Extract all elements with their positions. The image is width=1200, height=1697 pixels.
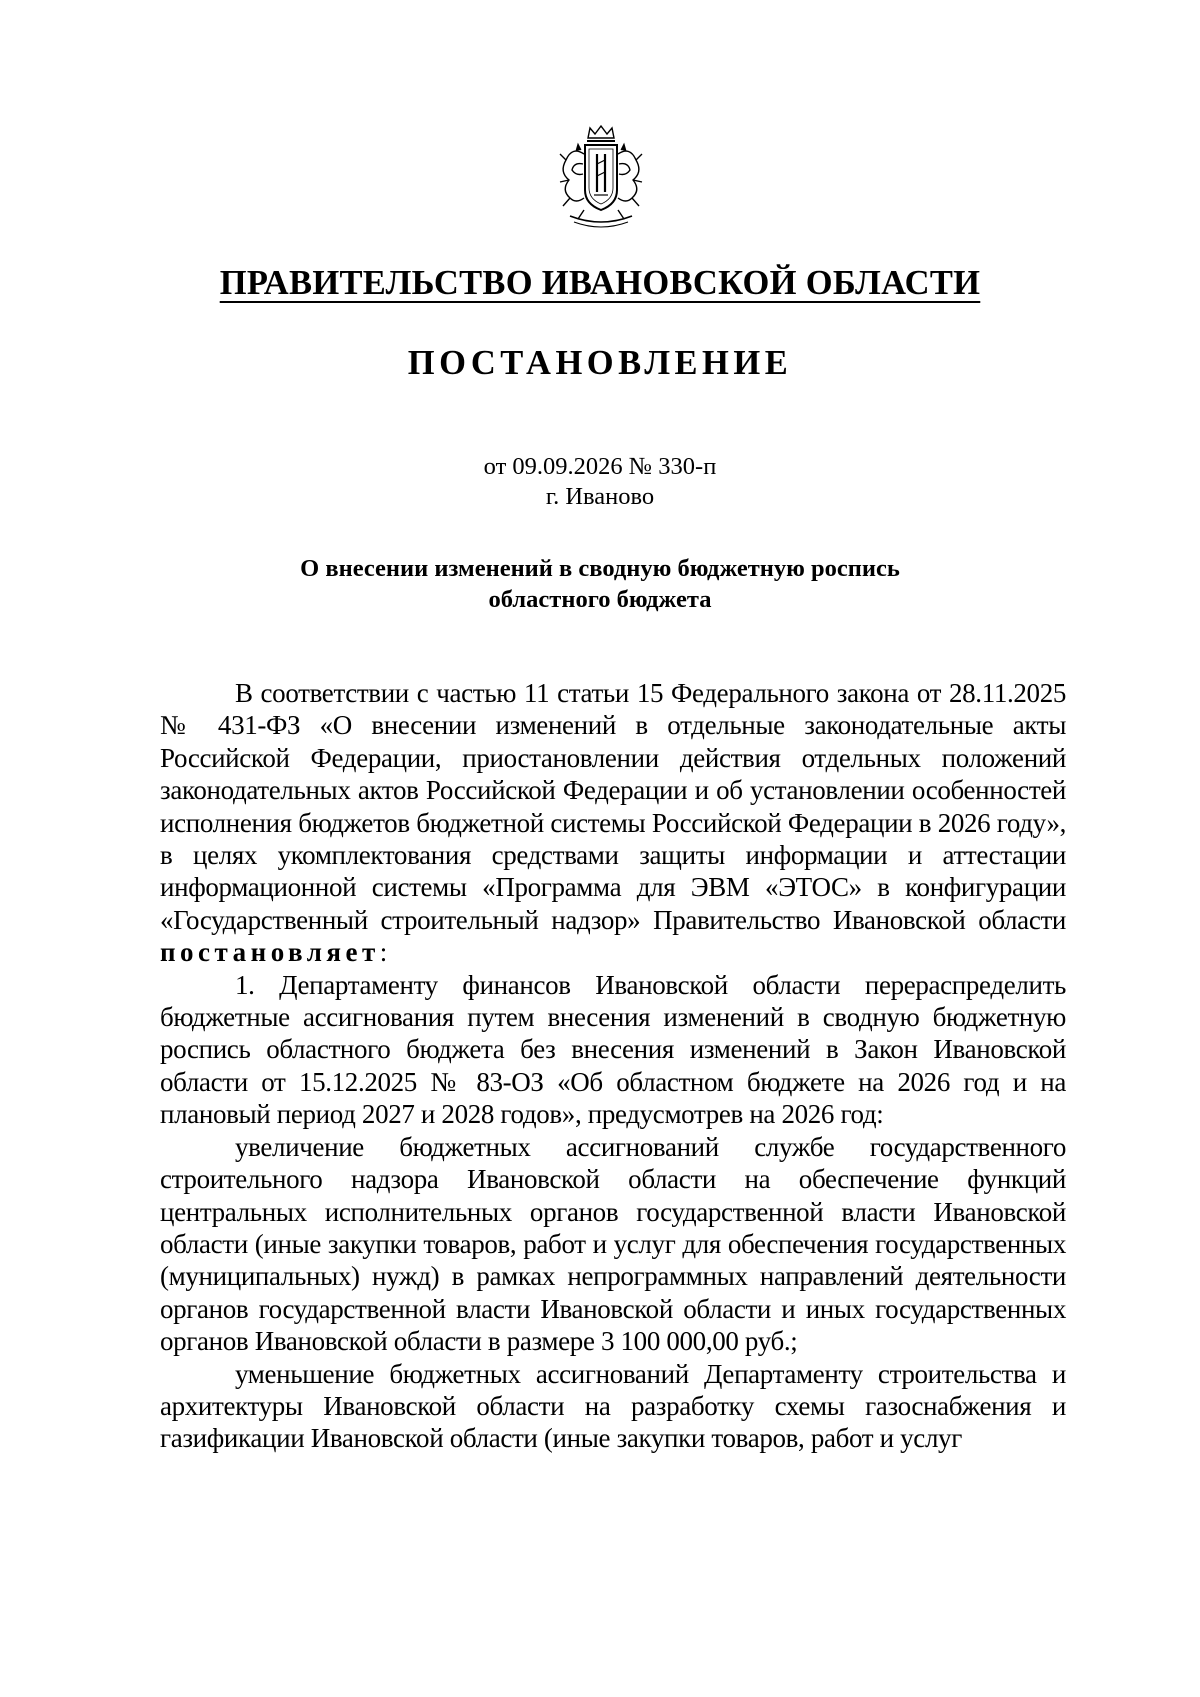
document-body — [160, 677, 1066, 1455]
resolves-word: постановляет — [160, 937, 380, 968]
resolves-colon: : — [379, 937, 387, 968]
document-type-heading: ПОСТАНОВЛЕНИЕ — [407, 344, 793, 382]
coat-of-arms-emblem — [554, 124, 648, 234]
increase-paragraph: увеличение бюджетных ассигнований службе государственного строительного надзора Ивановской области на обеспечение функций центральных исполнительных органов государственной власти Ивановской области (иные закупки товаров, работ и услуг для обеспечения государственных (муниципальных) нужд) в рамках непрограммных направлений деятельности органов государственной власти Ивановской области и иных государственных органов Ивановской области в размере 3 100 000,00 руб.; — [160, 1131, 1066, 1357]
date-and-number: от 09.09.2026 № 330-п — [483, 453, 717, 480]
item-1-paragraph: 1. Департаменту финансов Ивановской области перераспределить бюджетные ассигнования путем внесения изменений в сводную бюджетную роспись областного бюджета без внесения изменений в Закон Ивановской области от 15.12.2025 № 83-ОЗ «Об областном бюджете на 2026 год и на плановый период 2027 и 2028 годов», предусмотрев на 2026 год: — [160, 969, 1066, 1130]
preamble-text: В соответствии с частью 11 статьи 15 Федерального закона от 28.11.2025 № 431-ФЗ «О внесении изменений в отдельные законодательные акты Российской Федерации, приостановлении действия отдельных положений законодательных актов Российской Федерации и об установлении особенностей исполнения бюджетов бюджетной системы Российской Федерации в 2026 году», в целях укомплектования средствами защиты информации и аттестации информационной системы «Программа для ЭВМ «ЭТОС» в конфигурации «Государственный строительный надзор» Правительство Ивановской области — [160, 678, 1066, 935]
document-subject — [0, 553, 1200, 615]
city: г. Иваново — [545, 483, 655, 510]
preamble-paragraph — [160, 677, 1066, 969]
subject-line-1: О внесении изменений в сводную бюджетную роспись — [300, 555, 900, 582]
organization-title: ПРАВИТЕЛЬСТВО ИВАНОВСКОЙ ОБЛАСТИ — [219, 264, 981, 302]
subject-line-2: областного бюджета — [488, 586, 712, 613]
decrease-paragraph: уменьшение бюджетных ассигнований Департаменту строительства и архитектуры Ивановской области на разработку схемы газоснабжения и газификации Ивановской области (иные закупки товаров, работ и услуг — [160, 1358, 1066, 1454]
document-meta — [0, 452, 1200, 512]
